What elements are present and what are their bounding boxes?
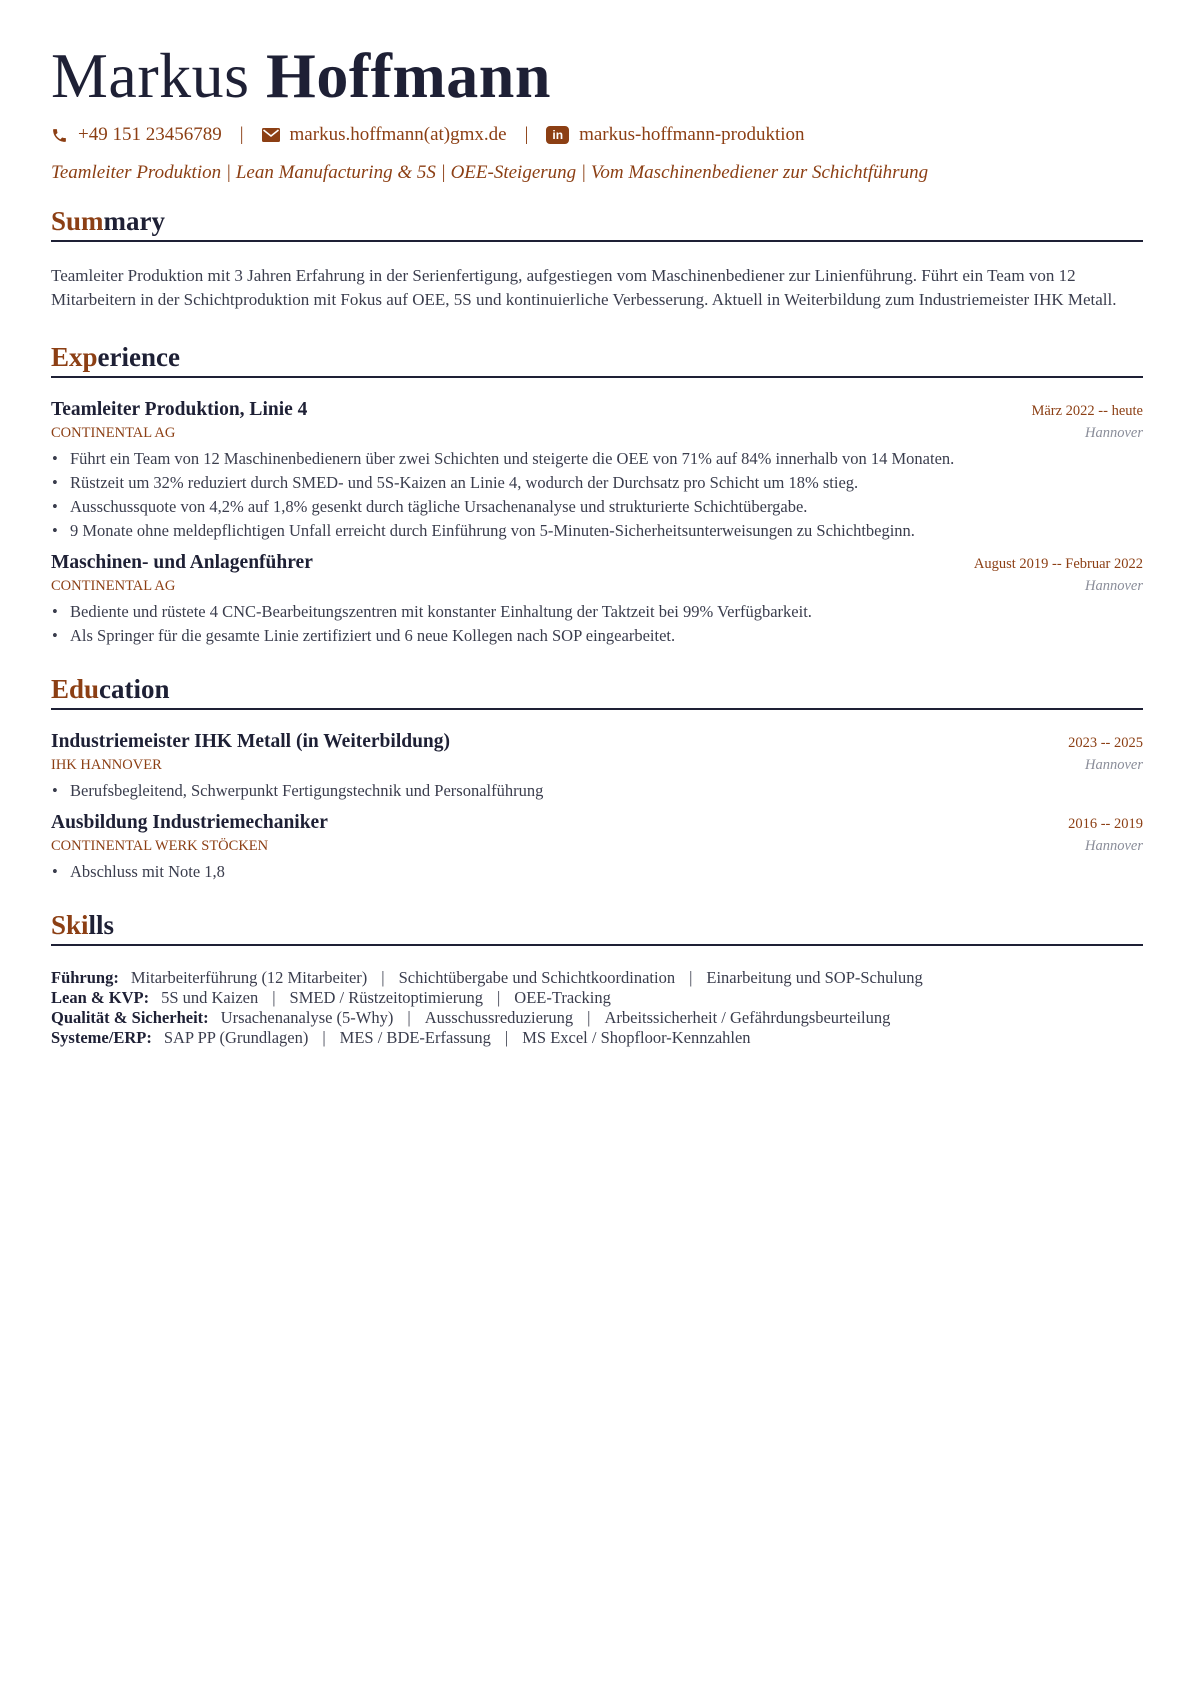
resume-page bbox=[51, 0, 1143, 1048]
title-accent: Sum bbox=[51, 206, 104, 236]
degree-bullets bbox=[51, 860, 1143, 884]
skill-item: SMED / Rüstzeitoptimierung bbox=[289, 988, 483, 1007]
education-entry bbox=[51, 811, 1143, 884]
skill-item: 5S und Kaizen bbox=[161, 988, 259, 1007]
job-location: Hannover bbox=[1085, 425, 1143, 441]
skill-separator: | bbox=[381, 968, 385, 987]
skill-separator: | bbox=[322, 1028, 326, 1047]
contact-line bbox=[51, 122, 1143, 148]
experience-entry bbox=[51, 398, 1143, 543]
title-accent: Ski bbox=[51, 910, 89, 940]
job-date: August 2019 -- Februar 2022 bbox=[973, 556, 1143, 572]
job-date: März 2022 -- heute bbox=[1031, 403, 1143, 419]
last-name: Hoffmann bbox=[266, 40, 551, 111]
skill-row bbox=[51, 968, 1143, 988]
contact-separator: | bbox=[524, 124, 529, 145]
skill-item: MS Excel / Shopfloor-Kennzahlen bbox=[522, 1028, 751, 1047]
contact-separator: | bbox=[239, 124, 244, 145]
skills-list bbox=[51, 968, 1143, 1048]
job-title: Teamleiter Produktion, Linie 4 bbox=[51, 399, 308, 420]
skill-category: Qualität & Sicherheit: bbox=[51, 1008, 209, 1027]
degree-date: 2016 -- 2019 bbox=[1068, 816, 1143, 832]
institution: IHK HANNOVER bbox=[51, 757, 162, 773]
section-title-summary bbox=[51, 204, 1143, 238]
title-rest: lls bbox=[88, 910, 115, 940]
linkedin-icon bbox=[546, 126, 569, 144]
skill-item: Arbeitssicherheit / Gefährdungsbeurteilung bbox=[604, 1008, 891, 1027]
section-rule bbox=[51, 376, 1143, 378]
skill-category: Führung: bbox=[51, 968, 119, 987]
skill-row bbox=[51, 1028, 1143, 1048]
skill-item: Ausschussreduzierung bbox=[424, 1008, 574, 1027]
degree-bullets bbox=[51, 779, 1143, 803]
phone-icon bbox=[51, 127, 68, 144]
skill-item: Ursachenanalyse (5-Why) bbox=[220, 1008, 394, 1027]
section-title-skills bbox=[51, 908, 1143, 942]
skill-separator: | bbox=[496, 988, 501, 1007]
bullet-item: • Als Springer für die gesamte Linie zertifiziert und 6 neue Kollegen nach SOP eingearbeitet. bbox=[51, 624, 1143, 648]
job-bullets bbox=[51, 600, 1143, 648]
bullet-item: • Ausschussquote von 4,2% auf 1,8% gesenkt durch tägliche Ursachenanalyse und strukturierte Schichtübergabe. bbox=[51, 495, 1143, 519]
institution: CONTINENTAL WERK STÖCKEN bbox=[51, 838, 269, 854]
bullet-item: • Abschluss mit Note 1,8 bbox=[51, 860, 1143, 884]
section-title-experience bbox=[51, 340, 1143, 374]
skill-item: Schichtübergabe und Schichtkoordination bbox=[398, 968, 676, 987]
skill-separator: | bbox=[689, 968, 693, 987]
title-rest: mary bbox=[103, 206, 166, 236]
title-rest: erience bbox=[97, 342, 180, 372]
envelope-icon bbox=[262, 128, 280, 142]
job-location: Hannover bbox=[1085, 578, 1143, 594]
candidate-name bbox=[51, 36, 1143, 116]
skills-section bbox=[51, 908, 1143, 1048]
institution-location: Hannover bbox=[1085, 757, 1143, 773]
degree-title: Ausbildung Industriemechaniker bbox=[51, 812, 328, 833]
skill-item: Einarbeitung und SOP-Schulung bbox=[706, 968, 923, 987]
skill-row bbox=[51, 988, 1143, 1008]
experience-section bbox=[51, 340, 1143, 648]
summary-section bbox=[51, 204, 1143, 312]
employer: CONTINENTAL AG bbox=[51, 578, 176, 594]
experience-entry bbox=[51, 551, 1143, 648]
bullet-item: • Rüstzeit um 32% reduziert durch SMED- und 5S-Kaizen an Linie 4, wodurch der Durchsatz pro Schicht um 18% stieg. bbox=[51, 471, 1143, 495]
skill-separator: | bbox=[504, 1028, 509, 1047]
skill-separator: | bbox=[587, 1008, 591, 1027]
linkedin-link[interactable]: markus-hoffmann-produktion bbox=[579, 124, 805, 145]
section-rule bbox=[51, 240, 1143, 242]
title-rest: cation bbox=[99, 674, 170, 704]
phone-number: +49 151 23456789 bbox=[78, 124, 222, 145]
bullet-item: • Berufsbegleitend, Schwerpunkt Fertigungstechnik und Personalführung bbox=[51, 779, 1143, 803]
email-link[interactable]: markus.hoffmann(at)gmx.de bbox=[289, 124, 507, 145]
skill-separator: | bbox=[407, 1008, 411, 1027]
education-section bbox=[51, 672, 1143, 884]
skill-row bbox=[51, 1008, 1143, 1028]
first-name: Markus bbox=[51, 40, 250, 111]
title-accent: Exp bbox=[51, 342, 98, 372]
summary-text: Teamleiter Produktion mit 3 Jahren Erfahrung in der Serienfertigung, aufgestiegen vom Maschinenbediener zur Linienführung. Führt ein Team von 12 Mitarbeitern in der Schichtproduktion mit Fokus auf OEE, 5S und kontinuierliche Verbesserung. Aktuell in Weiterbildung zum Industriemeister IHK Metall. bbox=[51, 266, 1117, 309]
tagline: Teamleiter Produktion | Lean Manufacturing & 5S | OEE-Steigerung | Vom Maschinenbediener zur Schichtführung bbox=[51, 162, 929, 183]
bullet-item: • Bediente und rüstete 4 CNC-Bearbeitungszentren mit konstanter Einhaltung der Taktzeit bei 99% Verfügbarkeit. bbox=[51, 600, 1143, 624]
skill-item: SAP PP (Grundlagen) bbox=[163, 1028, 309, 1047]
skill-category: Systeme/ERP: bbox=[51, 1028, 152, 1047]
degree-date: 2023 -- 2025 bbox=[1068, 735, 1143, 751]
skill-separator: | bbox=[272, 988, 276, 1007]
linkedin-badge: in bbox=[546, 126, 569, 144]
institution-location: Hannover bbox=[1085, 838, 1143, 854]
degree-title: Industriemeister IHK Metall (in Weiterbildung) bbox=[51, 731, 451, 752]
title-accent: Edu bbox=[51, 674, 100, 704]
job-title: Maschinen- und Anlagenführer bbox=[51, 552, 313, 573]
bullet-item: • 9 Monate ohne meldepflichtigen Unfall erreicht durch Einführung von 5-Minuten-Sicherheitsunterweisungen zu Schichtbeginn. bbox=[51, 519, 1143, 543]
section-rule bbox=[51, 708, 1143, 710]
employer: CONTINENTAL AG bbox=[51, 425, 176, 441]
skill-category: Lean & KVP: bbox=[51, 988, 150, 1007]
bullet-item: • Führt ein Team von 12 Maschinenbedienern über zwei Schichten und steigerte die OEE von 71% auf 84% innerhalb von 14 Monaten. bbox=[51, 447, 1143, 471]
section-title-education bbox=[51, 672, 1143, 706]
job-bullets bbox=[51, 447, 1143, 543]
skill-item: OEE-Tracking bbox=[514, 988, 611, 1007]
section-rule bbox=[51, 944, 1143, 946]
skill-item: Mitarbeiterführung (12 Mitarbeiter) bbox=[130, 968, 368, 987]
education-entry bbox=[51, 730, 1143, 803]
skill-item: MES / BDE-Erfassung bbox=[339, 1028, 491, 1047]
